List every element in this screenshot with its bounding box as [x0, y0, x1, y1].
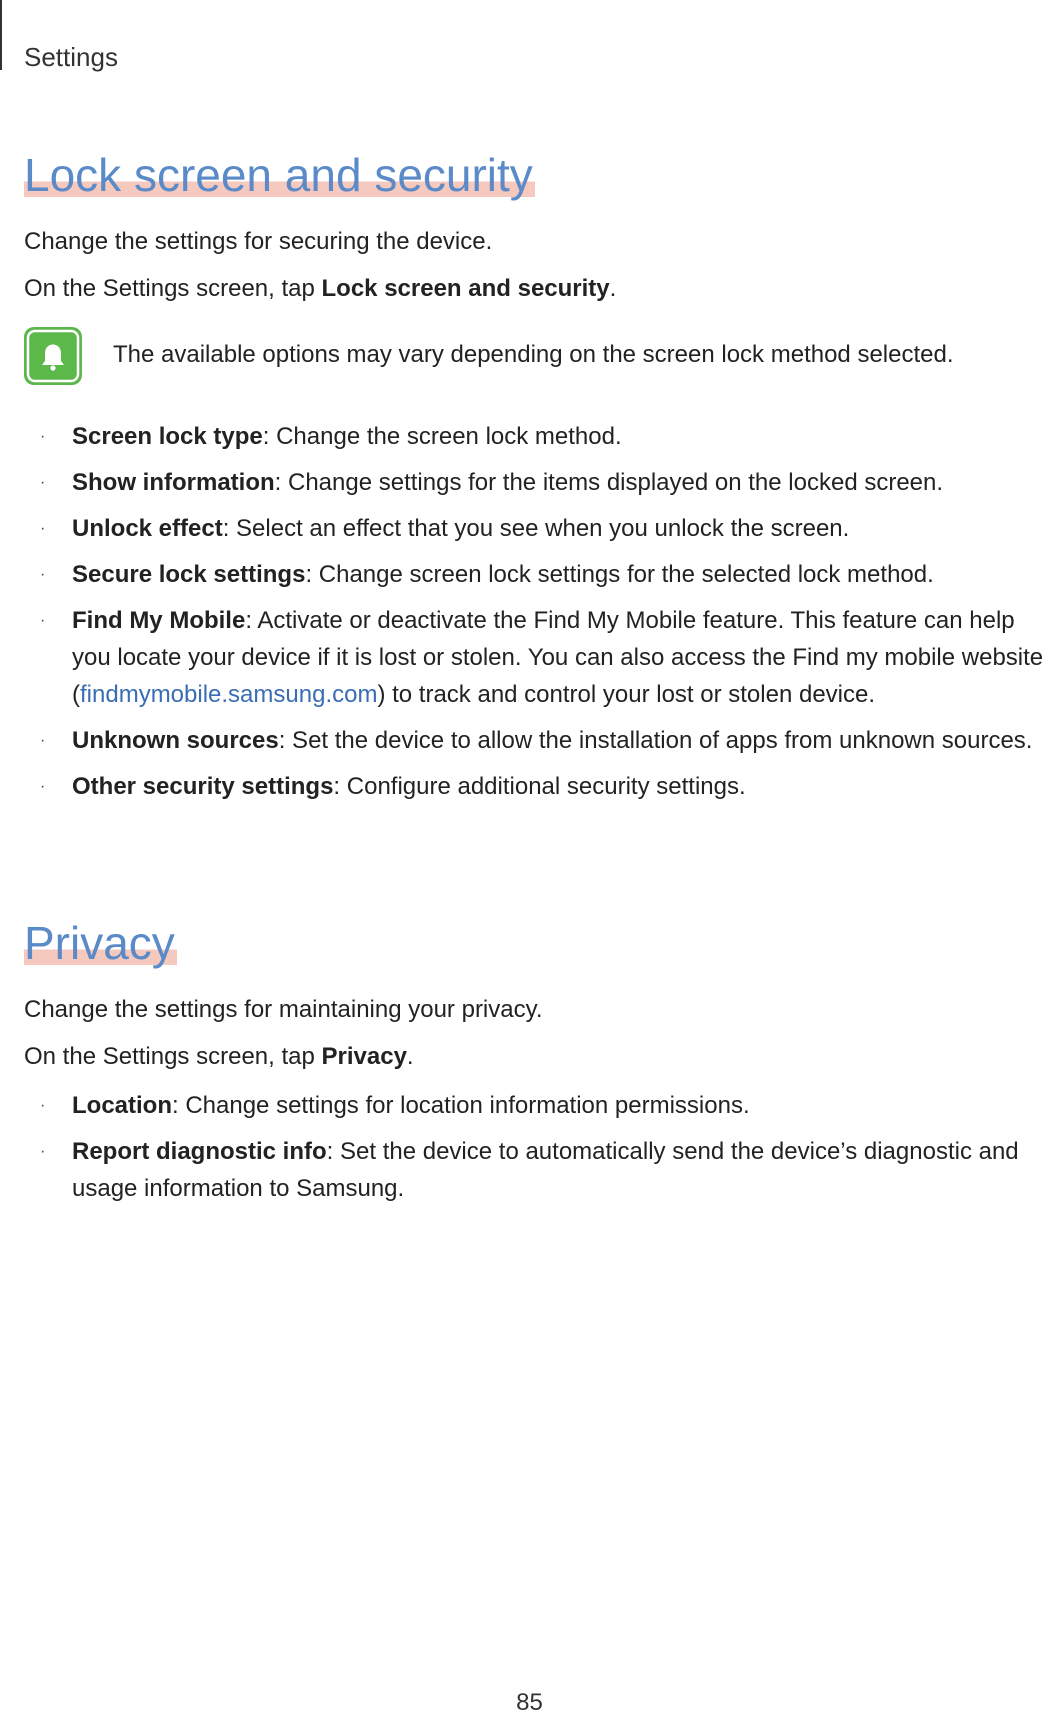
list-item: [0, 768, 1052, 805]
item-desc: : Select an effect that you see when you unlock the screen.: [222, 515, 850, 542]
item-desc: : Activate or deactivate the Find My Mobile feature. This feature can help you locate your device if it is lost or stolen. You can also access the Find my mobile website (: [72, 607, 1044, 708]
item-term: Report diagnostic info: [72, 1138, 327, 1165]
item-term: Show information: [72, 469, 275, 496]
bullet-dot: ·: [40, 732, 46, 749]
list-item: [0, 1133, 1052, 1207]
bullet-dot: ·: [40, 474, 46, 491]
instruction-target: Lock screen and security: [321, 275, 610, 302]
item-desc: : Change the screen lock method.: [262, 423, 622, 450]
bullet-dot: ·: [40, 566, 46, 583]
running-header: Settings: [24, 42, 118, 72]
page-number: 85: [516, 1689, 543, 1716]
item-term: Screen lock type: [72, 423, 263, 450]
privacy-section-intro: Change the settings for maintaining your privacy.: [24, 996, 543, 1023]
item-desc: : Set the device to allow the installation of apps from unknown sources.: [278, 727, 1033, 754]
item-term: Find My Mobile: [72, 607, 246, 634]
item-desc: : Configure additional security settings.: [333, 773, 746, 800]
list-item: [0, 418, 1052, 455]
item-desc: : Change settings for location information permissions.: [172, 1092, 750, 1119]
item-desc-after: ) to track and control your lost or stolen device.: [377, 681, 876, 708]
note-text: The available options may vary depending on the screen lock method selected.: [113, 341, 954, 368]
item-term: Unknown sources: [72, 727, 279, 754]
item-term: Other security settings: [72, 773, 334, 800]
instruction-prefix: On the Settings screen, tap: [24, 1043, 322, 1070]
item-desc: : Change settings for the items displayed on the locked screen.: [274, 469, 944, 496]
page-corner-mark: [0, 0, 2, 70]
item-term: Unlock effect: [72, 515, 223, 542]
privacy-options-list: [0, 1087, 1052, 1216]
list-item: [0, 722, 1052, 759]
bullet-dot: ·: [40, 428, 46, 445]
bullet-dot: ·: [40, 612, 46, 629]
bullet-dot: ·: [40, 520, 46, 537]
item-desc: : Change screen lock settings for the selected lock method.: [305, 561, 934, 588]
lock-options-list: [0, 418, 1052, 814]
list-item: [0, 510, 1052, 547]
bullet-dot: ·: [40, 1143, 46, 1160]
list-item: [0, 602, 1052, 713]
bell-icon: [24, 327, 82, 385]
list-item: [0, 556, 1052, 593]
instruction-suffix: .: [406, 1043, 414, 1070]
findmymobile-link[interactable]: findmymobile.samsung.com: [80, 681, 378, 708]
item-term: Location: [72, 1092, 172, 1119]
lock-section-instruction: [24, 274, 616, 304]
instruction-target: Privacy: [321, 1043, 407, 1070]
instruction-prefix: On the Settings screen, tap: [24, 275, 322, 302]
lock-section-title: Lock screen and security: [24, 149, 533, 201]
lock-section-intro: Change the settings for securing the device.: [24, 228, 493, 255]
instruction-suffix: .: [609, 275, 617, 302]
privacy-section-instruction: [24, 1042, 414, 1072]
bullet-dot: ·: [40, 1097, 46, 1114]
list-item: [0, 464, 1052, 501]
item-term: Secure lock settings: [72, 561, 306, 588]
item-desc: : Set the device to automatically send the device’s diagnostic and usage information to Samsung.: [72, 1138, 1019, 1202]
list-item: [0, 1087, 1052, 1124]
bullet-dot: ·: [40, 778, 46, 795]
privacy-section-title: Privacy: [24, 917, 175, 969]
